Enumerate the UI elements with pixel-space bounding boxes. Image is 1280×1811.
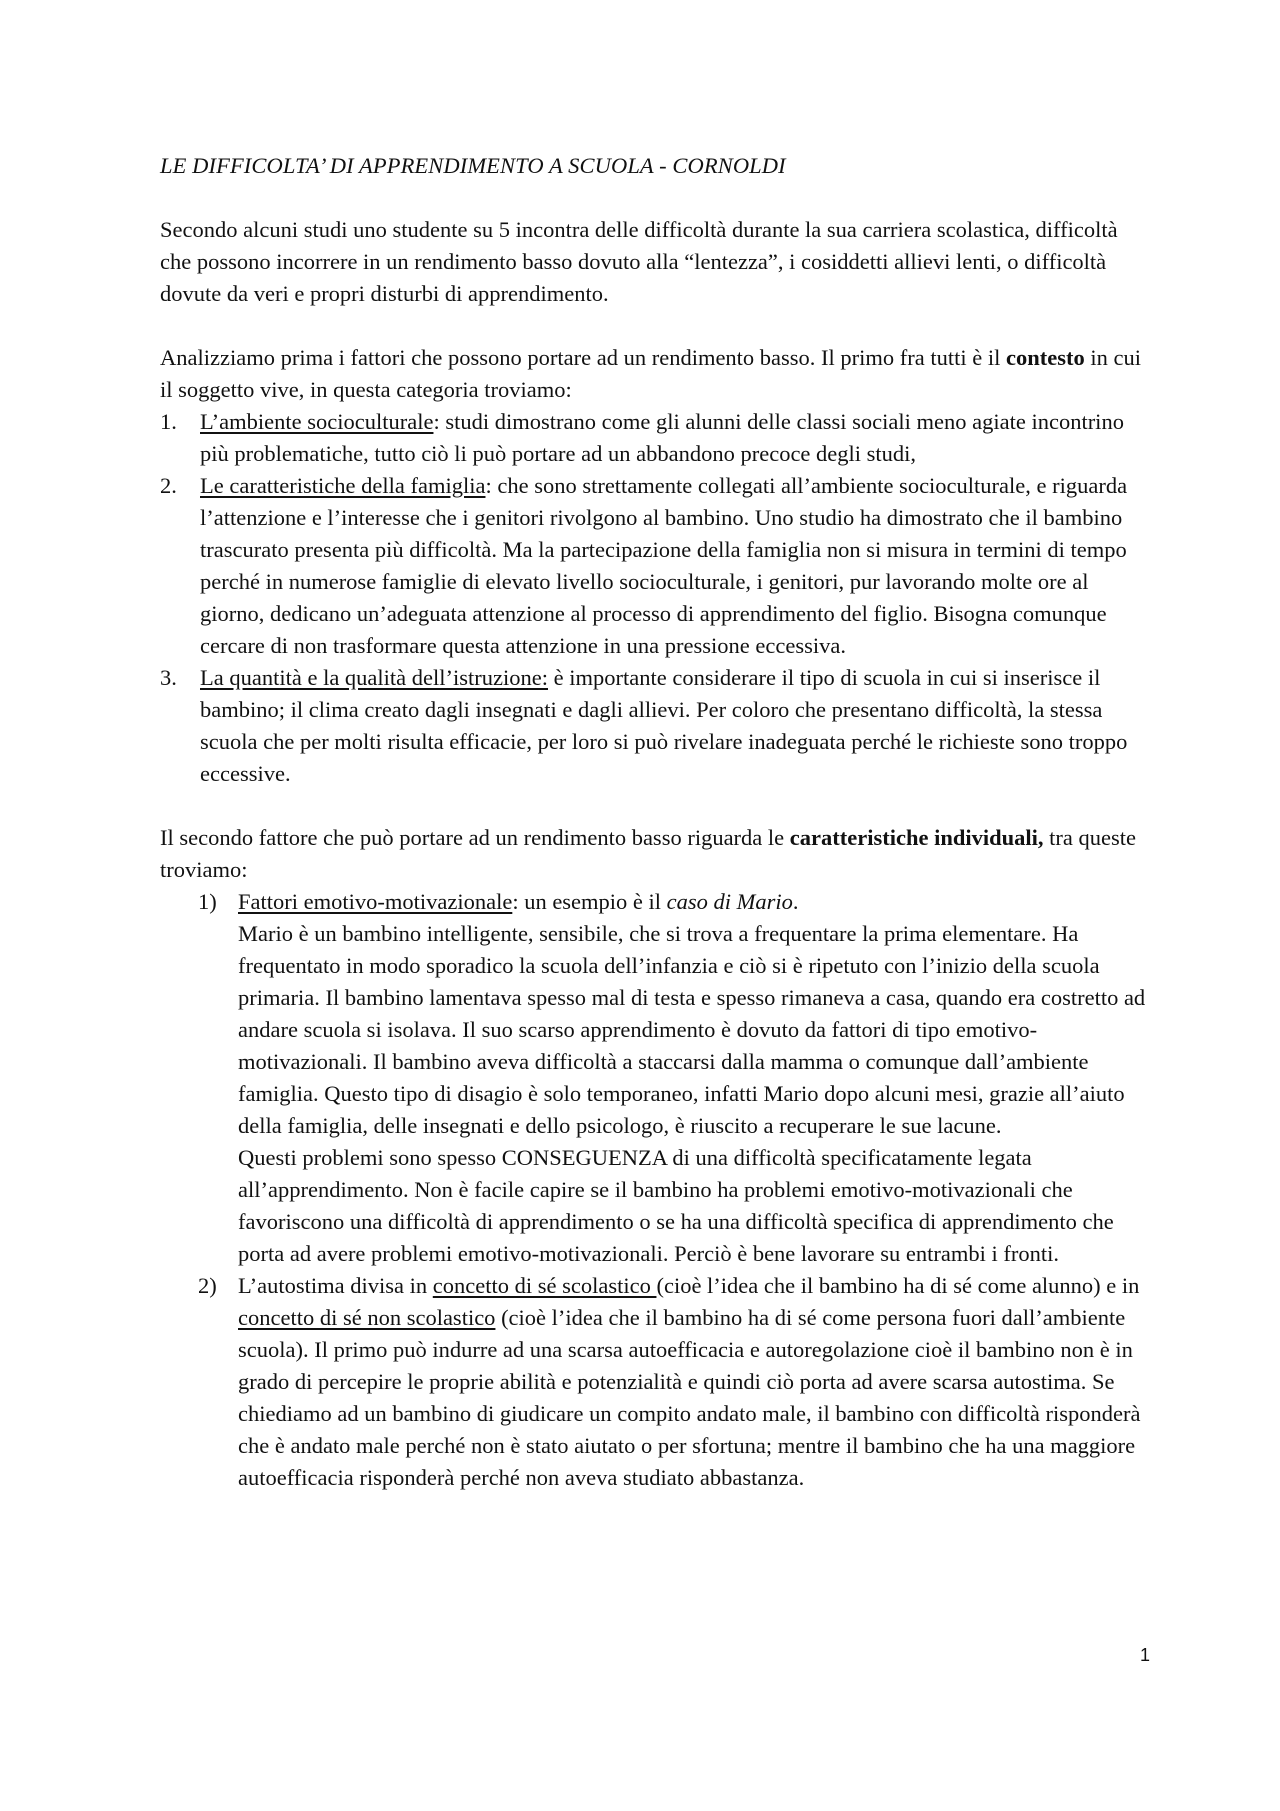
list-item-text: (cioè l’idea che il bambino ha di sé come persona fuori dall’ambiente scuola). Il primo può indurre ad una scarsa autoefficacia e autoregolazione cioè il bambino non è in grado di percepire le proprie abilità e potenzialità e quindi ciò porta ad avere scarsa autostima. Se chiediamo ad un bambino di giudicare un compito andato male, il bambino con difficoltà risponderà che è andato male perché non è stato aiutato o per sfortuna; mentre il bambino che ha una maggiore autoefficacia risponderà perché non aveva studiato abbastanza. [238,1305,1141,1490]
document-title: LE DIFFICOLTA’ DI APPRENDIMENTO A SCUOLA - CORNOLDI [160,153,786,178]
list-item [160,406,1150,470]
list-item-label: Le caratteristiche della famiglia [200,473,486,498]
list-item-label: L’ambiente socioculturale [200,409,434,434]
list-item-text: L’autostima divisa in [238,1273,433,1298]
context-paragraph [160,342,1150,406]
individual-bold-term: caratteristiche individuali, [789,825,1044,850]
list-item-end: . [792,889,799,914]
list-item-underlined: concetto di sé scolastico [432,1273,657,1298]
individual-factor-list [198,886,1150,1494]
page-number: 1 [1139,1645,1150,1665]
list-item [160,662,1150,790]
intro-paragraph: Secondo alcuni studi uno studente su 5 incontra delle difficoltà durante la sua carriera scolastica, difficoltà che possono incorrere in un rendimento basso dovuto alla “lentezza”, i cosiddetti allievi lenti, o difficoltà dovute da veri e propri disturbi di apprendimento. [160,217,1118,306]
list-item [160,470,1150,662]
list-item [198,886,1150,1270]
list-item-text: è importante considerare il tipo di scuola in cui si inserisce il bambino; il clima creato dagli insegnati e dagli allievi. Per coloro che presentano difficoltà, la stessa scuola che per molti risulta efficacie, per loro si può rivelare inadeguata perché le richieste sono troppo eccessive. [200,665,1128,786]
individual-paragraph [160,822,1150,886]
individual-text-before: Il secondo fattore che può portare ad un rendimento basso riguarda le [160,825,790,850]
individual-text-after: tra queste troviamo: [160,825,1136,882]
context-text-before: Analizziamo prima i fattori che possono portare ad un rendimento basso. Il primo fra tutti è il [160,345,1007,370]
list-item-text: : un esempio è il [512,889,667,914]
list-item-underlined: concetto di sé non scolastico [238,1305,496,1330]
context-bold-term: contesto [1006,345,1085,370]
consequence-paragraph: Questi problemi sono spesso CONSEGUENZA di una difficoltà specificatamente legata all’apprendimento. Non è facile capire se il bambino ha problemi emotivo-motivazionali che favoriscono una difficoltà di apprendimento o se ha una difficoltà specifica di apprendimento che porta ad avere problemi emotivo-motivazionali. Perciò è bene lavorare su entrambi i fronti. [238,1145,1114,1266]
list-item-number: 1. [160,409,177,434]
list-item-label: La quantità e la qualità dell’istruzione: [200,665,548,690]
context-factor-list [160,406,1150,790]
mario-case-paragraph: Mario è un bambino intelligente, sensibile, che si trova a frequentare la prima elementare. Ha frequentato in modo sporadico la scuola dell’infanzia e ciò si è ripetuto con l’inizio della scuola primaria. Il bambino lamentava spesso mal di testa e spesso rimaneva a casa, quando era costretto ad andare scuola si isolava. Il suo scarso apprendimento è dovuto da fattori di tipo emotivo-motivazionali. Il bambino aveva difficoltà a staccarsi dalla mamma o comunque dall’ambiente famiglia. Questo tipo di disagio è solo temporaneo, infatti Mario dopo alcuni mesi, grazie all’aiuto della famiglia, delle insegnati e dello psicologo, è riuscito a recuperare le sue lacune. [238,921,1146,1138]
document-body [160,150,1150,1494]
list-item-italic: caso di Mario [666,889,793,914]
list-item [198,1270,1150,1494]
list-item-text: (cioè l’idea che il bambino ha di sé come alunno) e in [656,1273,1140,1298]
list-item-text: : che sono strettamente collegati all’ambiente socioculturale, e riguarda l’attenzione e l’interesse che i genitori rivolgono al bambino. Uno studio ha dimostrato che il bambino trascurato presenta più difficoltà. Ma la partecipazione della famiglia non si misura in termini di tempo perché in numerose famiglie di elevato livello socioculturale, i genitori, pur lavorando molte ore al giorno, dedicano un’adeguata attenzione al processo di apprendimento del figlio. Bisogna comunque cercare di non trasformare questa attenzione in una pressione eccessiva. [200,473,1128,658]
list-item-number: 3. [160,665,177,690]
list-item-label: Fattori emotivo-motivazionale [238,889,513,914]
list-item-number: 1) [198,889,217,914]
context-text-after: in cui il soggetto vive, in questa categoria troviamo: [160,345,1141,402]
list-item-number: 2. [160,473,177,498]
list-item-number: 2) [198,1273,217,1298]
list-item-text: : studi dimostrano come gli alunni delle classi sociali meno agiate incontrino più problematiche, tutto ciò li può portare ad un abbandono precoce degli studi, [200,409,1124,466]
